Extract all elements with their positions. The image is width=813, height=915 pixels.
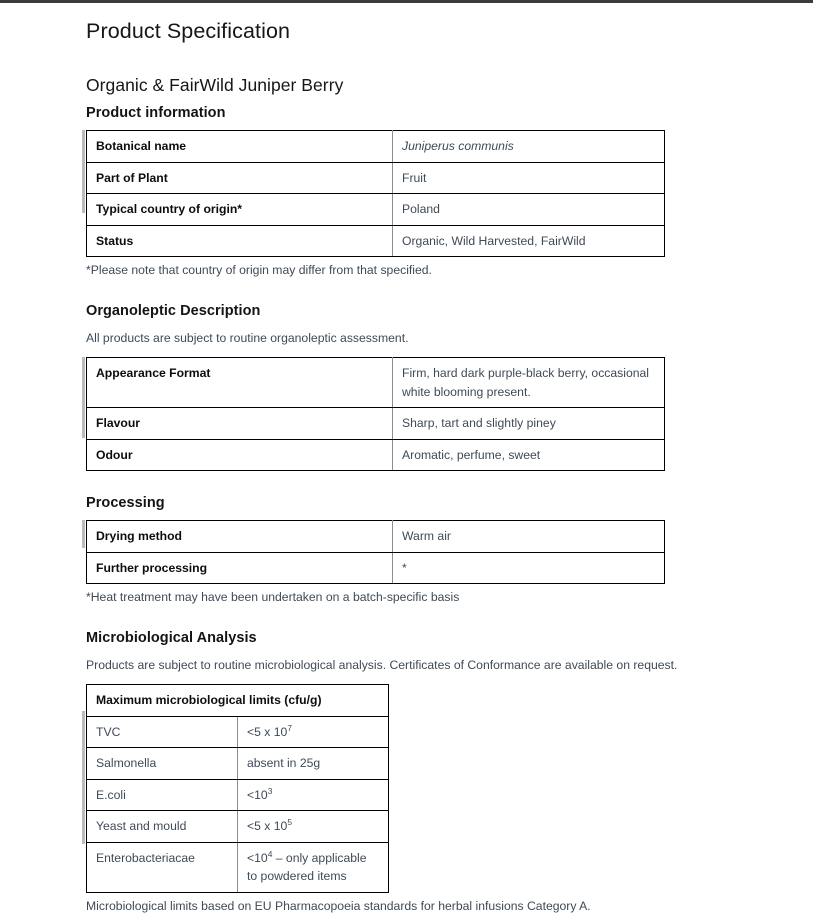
processing-table-wrap: [86, 511, 686, 584]
product-information-table-wrap: [86, 121, 686, 257]
row-value: [238, 811, 389, 843]
change-bar-processing: [82, 520, 85, 548]
row-value: Poland: [393, 194, 665, 226]
table-row: [87, 408, 665, 440]
section-heading-product-information: Product information: [86, 105, 226, 121]
table-row: [87, 194, 665, 226]
row-label: E.coli: [87, 779, 238, 811]
row-label: Appearance Format: [87, 357, 393, 407]
row-value: [238, 748, 389, 780]
row-value-text: absent in 25g: [247, 756, 321, 771]
row-label: Salmonella: [87, 748, 238, 780]
row-value-exponent: 7: [287, 722, 292, 733]
section-heading-processing: Processing: [86, 495, 165, 512]
row-value: Aromatic, perfume, sweet: [393, 439, 665, 471]
row-label: Further processing: [87, 552, 393, 584]
microbiological-table: [86, 684, 389, 893]
row-value: Warm air: [393, 521, 665, 553]
table-row: [87, 225, 665, 257]
organoleptic-intro: All products are subject to routine organoleptic assessment.: [86, 331, 409, 346]
table-row: [87, 131, 665, 163]
page-title: Product Specification: [86, 19, 291, 43]
microbiological-table-wrap: [86, 675, 686, 893]
table-row: [87, 779, 389, 811]
table-header-row: [87, 685, 389, 717]
microbiological-footnote: Microbiological limits based on EU Pharmacopoeia standards for herbal infusions Category A.: [86, 898, 591, 913]
row-value: Organic, Wild Harvested, FairWild: [393, 225, 665, 257]
processing-footnote: *Heat treatment may have been undertaken on a batch-specific basis: [86, 590, 460, 605]
row-label: Typical country of origin*: [87, 194, 393, 226]
row-label: Part of Plant: [87, 162, 393, 194]
document-page: [0, 3, 813, 915]
row-label: Drying method: [87, 521, 393, 553]
row-value: Fruit: [393, 162, 665, 194]
table-row: [87, 552, 665, 584]
change-bar-microbiological: [82, 711, 85, 844]
row-value: [238, 716, 389, 748]
product-information-table: [86, 130, 665, 257]
document-content: [86, 3, 686, 915]
row-label: TVC: [87, 716, 238, 748]
row-value-text: <5 x 10: [247, 819, 288, 834]
row-value-text: <10: [247, 850, 268, 865]
change-bar-organoleptic: [82, 357, 85, 438]
row-value: Juniperus communis: [393, 131, 665, 163]
row-label: Odour: [87, 439, 393, 471]
row-label: Status: [87, 225, 393, 257]
row-value: Firm, hard dark purple-black berry, occasional white blooming present.: [393, 357, 665, 407]
microbiological-table-header: Maximum microbiological limits (cfu/g): [87, 685, 389, 717]
row-label: Flavour: [87, 408, 393, 440]
section-heading-organoleptic: Organoleptic Description: [86, 303, 261, 320]
row-label: Enterobacteriacae: [87, 842, 238, 892]
section-heading-microbiological: Microbiological Analysis: [86, 630, 257, 647]
change-bar-product-information: [82, 130, 85, 213]
table-row: [87, 357, 665, 407]
table-row: [87, 439, 665, 471]
processing-table: [86, 520, 665, 584]
row-label: Yeast and mould: [87, 811, 238, 843]
table-row: [87, 162, 665, 194]
row-value-exponent: 4: [267, 848, 273, 859]
table-row: [87, 842, 389, 892]
table-row: [87, 748, 389, 780]
microbiological-intro: Products are subject to routine microbiological analysis. Certificates of Conformance are available on request.: [86, 658, 678, 673]
product-name-heading: Organic & FairWild Juniper Berry: [86, 75, 344, 95]
row-value-tail: – only applicable to powdered items: [247, 850, 367, 884]
organoleptic-table-wrap: [86, 348, 686, 471]
row-value-exponent: 3: [267, 785, 273, 796]
row-label: Botanical name: [87, 131, 393, 163]
product-information-footnote: *Please note that country of origin may differ from that specified.: [86, 263, 432, 278]
row-value: [238, 779, 389, 811]
row-value-text: <5 x 10: [247, 724, 288, 739]
table-row: [87, 811, 389, 843]
row-value: *: [393, 552, 665, 584]
row-value: Sharp, tart and slightly piney: [393, 408, 665, 440]
table-row: [87, 716, 389, 748]
organoleptic-table: [86, 357, 665, 471]
row-value: [238, 842, 389, 892]
row-value-exponent: 5: [287, 817, 292, 828]
table-row: [87, 521, 665, 553]
row-value-text: <10: [247, 787, 268, 802]
